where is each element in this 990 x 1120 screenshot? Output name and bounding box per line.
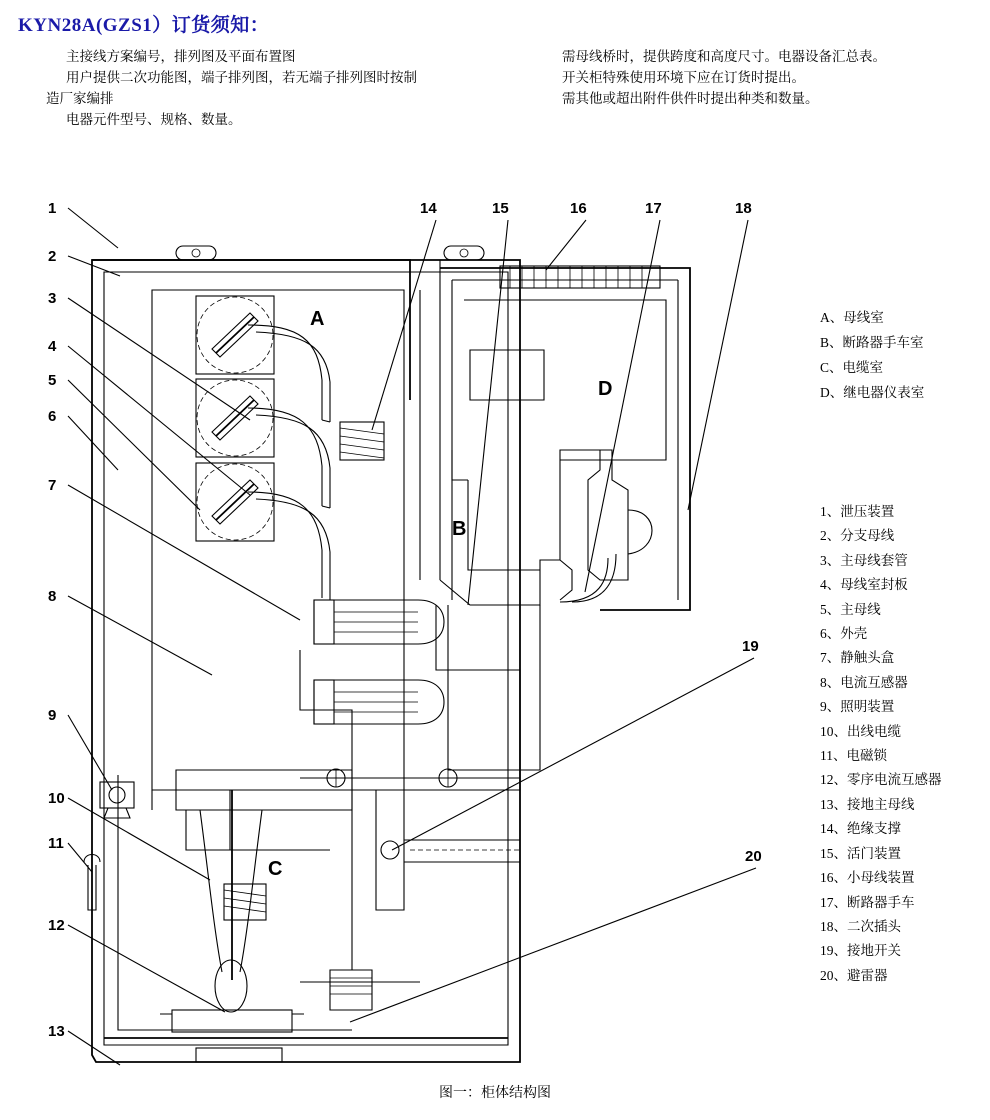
callout-10: 10 [48, 790, 65, 807]
room-label-c: C [268, 858, 283, 880]
legend-part-item: 10、出线电缆 [820, 723, 901, 739]
legend-part-item: 15、活门装置 [820, 845, 901, 861]
legend-part-item: 2、分支母线 [820, 528, 895, 544]
callout-15: 15 [492, 200, 509, 217]
legend-part-item: 13、接地主母线 [820, 796, 915, 812]
callout-4: 4 [48, 338, 57, 355]
static-contact-boxes [314, 600, 444, 724]
current-transformer [176, 770, 352, 850]
insulating-support [340, 422, 384, 460]
note-line: 用户提供二次功能图，端子排列图，若无端子排列图时按制 [66, 70, 417, 85]
legend-parts [820, 500, 942, 988]
legend-part-item: 19、接地开关 [820, 943, 901, 959]
callout-8: 8 [48, 588, 57, 605]
legend-room-item: C、电缆室 [820, 360, 884, 375]
order-notes-left [46, 46, 516, 130]
room-label-a: A [310, 308, 325, 330]
legend-part-item: 4、母线室封板 [820, 577, 908, 593]
leader-lines [68, 208, 756, 1065]
busbar-room-a [152, 290, 404, 790]
legend-part-item: 3、主母线套管 [820, 552, 908, 568]
callout-20: 20 [745, 848, 762, 865]
legend-room-item: B、断路器手车室 [820, 335, 924, 350]
legend-part-item: 1、泄压装置 [820, 504, 895, 519]
note-line: 造厂家编排 [46, 91, 114, 106]
legend-part-item: 12、零序电流互感器 [820, 772, 942, 788]
callout-1: 1 [48, 200, 57, 217]
cable-room-c [84, 775, 508, 1062]
room-label-b: B [452, 518, 467, 540]
note-line: 主接线方案编号，排列图及平面布置图 [66, 49, 296, 64]
legend-room-item: A、母线室 [820, 310, 884, 325]
legend-part-item: 9、照明装置 [820, 699, 895, 715]
callout-19: 19 [742, 638, 759, 655]
callout-18: 18 [735, 200, 752, 217]
callout-16: 16 [570, 200, 587, 217]
relay-room-d [464, 300, 666, 460]
callout-2: 2 [48, 248, 57, 265]
legend-rooms [820, 305, 924, 405]
note-line: 电器元件型号、规格、数量。 [66, 112, 242, 127]
page-title: KYN28A(GZS1）订货须知： [18, 15, 270, 36]
callout-17: 17 [645, 200, 662, 217]
callout-13: 13 [48, 1023, 65, 1040]
switchgear-cabinet-diagram [0, 150, 800, 1080]
callout-9: 9 [48, 707, 57, 724]
small-busbar-unit [500, 266, 660, 288]
legend-part-item: 6、外壳 [820, 626, 868, 642]
legend-part-item: 7、静触头盒 [820, 650, 895, 666]
note-line: 需其他或超出附件供件时提出种类和数量。 [562, 91, 819, 106]
legend-part-item: 18、二次插头 [820, 918, 901, 934]
legend-part-item: 17、断路器手车 [820, 894, 915, 910]
figure-caption: 图一：柜体结构图 [439, 1086, 551, 1101]
callout-11: 11 [48, 835, 64, 852]
legend-part-item: 11、电磁锁 [820, 748, 887, 764]
callout-3: 3 [48, 290, 57, 307]
callout-6: 6 [48, 408, 57, 425]
order-notes-right [562, 46, 982, 109]
legend-part-item: 5、主母线 [820, 601, 881, 617]
legend-part-item: 14、绝缘支撑 [820, 821, 901, 837]
secondary-plug-cable [560, 510, 652, 602]
legend-part-item: 20、避雷器 [820, 967, 888, 983]
callout-12: 12 [48, 917, 65, 934]
callout-5: 5 [48, 372, 57, 389]
callout-14: 14 [420, 200, 437, 217]
breaker-truck-room [230, 290, 628, 850]
room-label-d: D [598, 378, 613, 400]
callout-7: 7 [48, 477, 57, 494]
note-line: 开关柜特殊使用环境下应在订货时提出。 [562, 70, 805, 85]
legend-room-item: D、继电器仪表室 [820, 385, 925, 400]
note-line: 需母线桥时，提供跨度和高度尺寸。电器设备汇总表。 [562, 49, 886, 64]
legend-part-item: 16、小母线装置 [820, 870, 915, 886]
legend-part-item: 8、电流互感器 [820, 674, 908, 690]
